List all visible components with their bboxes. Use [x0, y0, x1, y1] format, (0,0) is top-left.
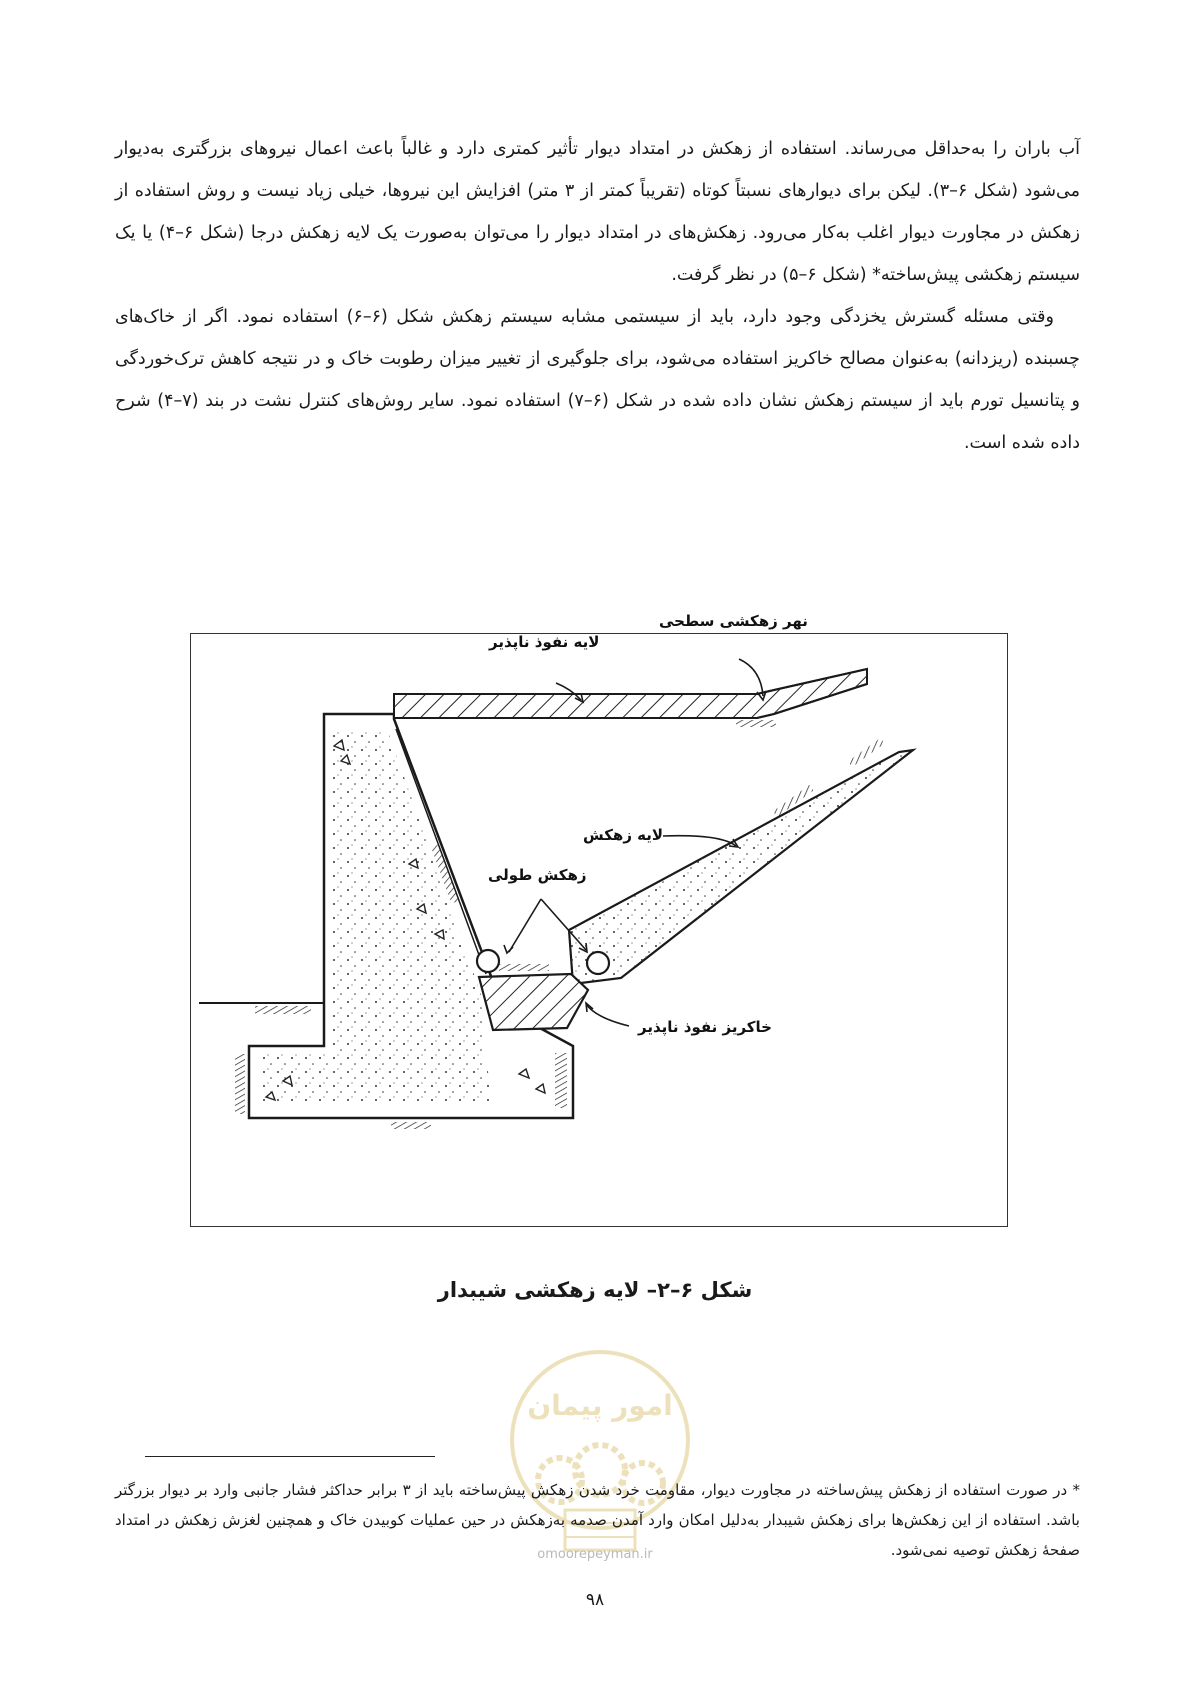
watermark-logo-text: امور پیمان [527, 1389, 673, 1422]
figure-caption: شکل ۶–۲– لایه زهکشی شیبدار [437, 1278, 753, 1302]
drain-pipe-left [477, 950, 499, 972]
footnote-text: * در صورت استفاده از زهکش پیش‌ساخته در مجاورت دیوار، مقاومت خرد شدن زهکش پیش‌ساخته باید از ۳ برابر حداکثر فشار جانبی وارد بر دیوار بزرگتر باشد. استفاده از این زهکش‌ها برای زهکش شیبدار به‌دلیل امکان وارد آمدن صدمه به‌زهکش در حین عملیات کوبیدن خاک و همچنین لغزش زهکش در امتداد صفحهٔ زهکش توصیه نمی‌شود. [115, 1481, 1081, 1559]
label-impermeable-layer: لایه نفوذ ناپذیر [489, 633, 600, 651]
footnote [115, 1475, 1080, 1565]
drain-pipe-right [587, 952, 609, 974]
label-surface-channel: نهر زهکشی سطحی [659, 612, 808, 630]
retaining-wall-diagram [191, 634, 1009, 1228]
paragraph-2: وقتی مسئله گسترش یخزدگی وجود دارد، باید از سیستمی مشابه سیستم زهکش شکل (۶–۶) استفاده نمود. اگر از خاک‌های چسبنده (ریزدانه) به‌عنوان مصالح خاکریز استفاده می‌شود، برای جلوگیری از تغییر میزان رطوبت خاک و در نتیجه کاهش ترک‌خوردگی و پتانسیل تورم باید از سیستم زهکش نشان داده شده در شکل (۶–۷) استفاده نمود. سایر روش‌های کنترل نشت در بند (۷–۴) شرح داده شده است. [115, 307, 1080, 453]
paragraph-1: آب باران را به‌حداقل می‌رساند. استفاده از زهکش در امتداد دیوار تأثیر کمتری دارد و غالباً باعث اعمال نیروهای بزرگتری به‌دیوار می‌شود (شکل ۶–۳). لیکن برای دیوارهای نسبتاً کوتاه (تقریباً کمتر از ۳ متر) افزایش این نیروها، خیلی زیاد نیست و روش استفاده از زهکش در مجاورت دیوار اغلب به‌کار می‌رود. زهکش‌های در امتداد دیوار را می‌توان به‌صورت یک لایه زهکش درجا (شکل ۶–۴) یا یک سیستم زهکشی پیش‌ساخته* (شکل ۶–۵) در نظر گرفت. [115, 139, 1080, 285]
label-drain-layer: لایه زهکش [583, 826, 664, 844]
body-text [115, 128, 1080, 464]
label-longitudinal-drain: زهکش طولی [488, 866, 587, 884]
page-number: ۹۸ [585, 1590, 605, 1610]
watermark-url: omoorepeyman.ir [537, 1547, 653, 1562]
label-impermeable-backfill: خاکریز نفوذ ناپذیر [638, 1018, 772, 1036]
footnote-rule [145, 1456, 435, 1457]
figure-frame [190, 612, 1008, 1227]
